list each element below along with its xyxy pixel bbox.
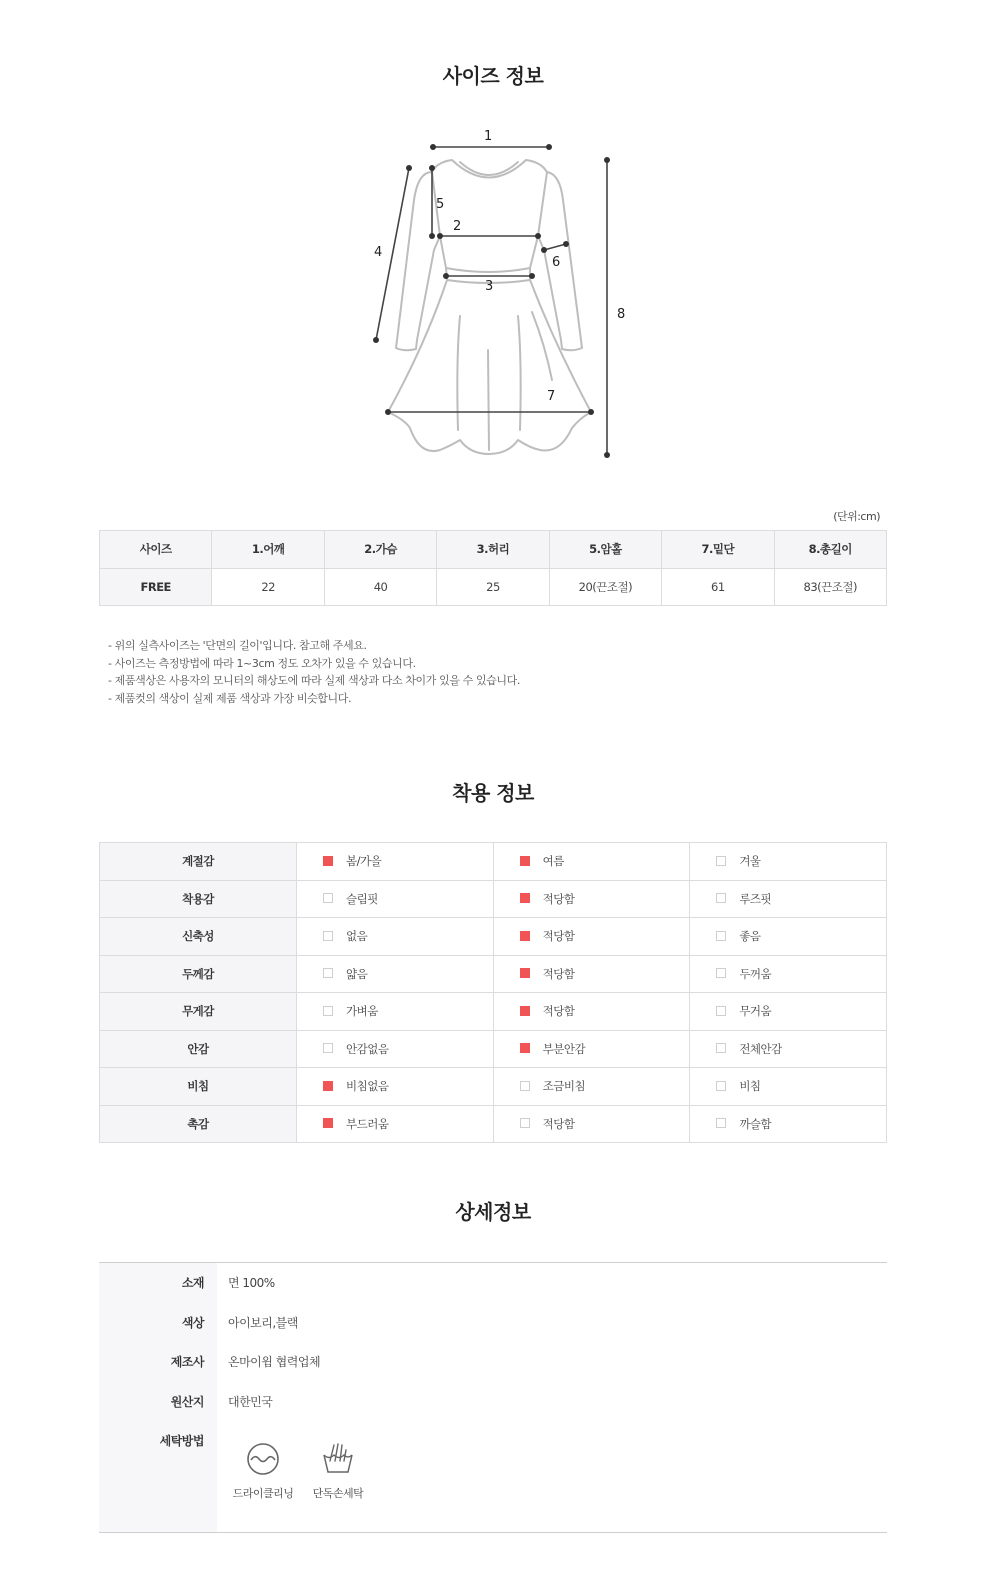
fit-option-label: 적당함: [542, 1116, 575, 1131]
size-header-cell: 7.밑단: [662, 531, 774, 569]
fit-row: [100, 1030, 887, 1068]
fit-option-label: 슬림핏: [346, 891, 378, 906]
fit-option-label: 없음: [346, 929, 368, 944]
fit-row-label: 비침: [100, 1068, 297, 1106]
fit-option-label: 비침: [739, 1079, 761, 1094]
diagram-label-3: 3: [485, 279, 494, 294]
fit-option: [690, 880, 887, 918]
unchecked-box-icon: [520, 1081, 530, 1091]
checked-box-icon: [323, 1081, 333, 1091]
diagram-label-7: 7: [547, 389, 556, 404]
unchecked-box-icon: [716, 1043, 726, 1053]
fit-option-label: 무거움: [739, 1004, 772, 1019]
fit-option: [690, 1105, 887, 1143]
size-info-title: 사이즈 정보: [442, 64, 544, 88]
fit-option-label: 가벼움: [346, 1004, 378, 1019]
diagram-label-4: 4: [374, 245, 383, 260]
checked-box-icon: [520, 968, 530, 978]
fit-row: [100, 993, 887, 1031]
size-cell: 22: [212, 568, 324, 606]
fit-row: [100, 955, 887, 993]
size-cell: 20(끈조절): [549, 568, 661, 606]
size-table: [99, 530, 887, 606]
unchecked-box-icon: [323, 931, 333, 941]
fit-option-label: 봄/가을: [346, 854, 382, 869]
diagram-label-6: 6: [552, 255, 561, 270]
size-note: - 제품색상은 사용자의 모니터의 해상도에 따라 실제 색상과 다소 차이가 있을 수 있습니다.: [108, 674, 520, 687]
detail-label: 색상: [181, 1316, 204, 1330]
fit-row-label: 착용감: [100, 880, 297, 918]
fit-option-label: 부드러움: [346, 1116, 389, 1131]
fit-option: [297, 1105, 494, 1143]
fit-row-label: 계절감: [100, 843, 297, 881]
fit-row-label: 안감: [100, 1030, 297, 1068]
detail-value: 대한민국: [228, 1395, 273, 1409]
fit-option-label: 조금비침: [542, 1079, 586, 1094]
fit-option-label: 적당함: [542, 1004, 575, 1019]
size-header-cell: 사이즈: [100, 531, 212, 569]
fit-row: [100, 1068, 887, 1106]
fit-option-label: 여름: [542, 854, 564, 869]
fit-row: [100, 918, 887, 956]
unchecked-box-icon: [716, 1118, 726, 1128]
detail-info-title: 상세정보: [455, 1200, 531, 1224]
fit-row-label: 무게감: [100, 993, 297, 1031]
fit-option: [493, 843, 690, 881]
size-header-cell: 1.어깨: [212, 531, 324, 569]
fit-option: [297, 993, 494, 1031]
fit-option-label: 까슬함: [739, 1116, 772, 1131]
fit-option-label: 비침없음: [346, 1079, 389, 1094]
checked-box-icon: [323, 856, 333, 866]
unchecked-box-icon: [716, 1081, 726, 1091]
size-cell: 83(끈조절): [774, 568, 886, 606]
fit-option: [297, 880, 494, 918]
checked-box-icon: [520, 931, 530, 941]
size-notes: [108, 637, 520, 707]
fit-row: [100, 1105, 887, 1143]
fit-option: [297, 918, 494, 956]
hand-wash-icon: [320, 1441, 356, 1477]
unchecked-box-icon: [323, 1006, 333, 1016]
size-cell: 61: [662, 568, 774, 606]
fit-option-label: 적당함: [542, 891, 575, 906]
detail-label: 소재: [181, 1276, 204, 1290]
size-cell: 25: [437, 568, 549, 606]
size-table-header: [100, 531, 887, 569]
unchecked-box-icon: [716, 1006, 726, 1016]
fit-option: [297, 1068, 494, 1106]
size-table-row: [100, 568, 887, 606]
checked-box-icon: [520, 1006, 530, 1016]
unchecked-box-icon: [716, 856, 726, 866]
fit-option-label: 두꺼움: [739, 966, 772, 981]
checked-box-icon: [323, 1118, 333, 1128]
dress-measurement-diagram: [360, 120, 640, 470]
fit-option: [690, 1030, 887, 1068]
size-note: - 위의 실측사이즈는 '단면의 길이'입니다. 참고해 주세요.: [108, 639, 367, 652]
wash-item-dry-cleaning: [223, 1441, 303, 1501]
size-cell: FREE: [100, 568, 212, 606]
diagram-label-2: 2: [453, 219, 462, 234]
fit-option-label: 적당함: [542, 929, 575, 944]
checked-box-icon: [520, 1043, 530, 1053]
fit-row-label: 신축성: [100, 918, 297, 956]
unchecked-box-icon: [716, 931, 726, 941]
diagram-label-5: 5: [436, 197, 445, 212]
fit-row-label: 촉감: [100, 1105, 297, 1143]
fit-option-label: 겨울: [739, 854, 761, 869]
wash-label: 드라이클리닝: [232, 1487, 294, 1500]
size-note: - 제품컷의 색상이 실제 제품 색상과 가장 비슷합니다.: [108, 691, 352, 705]
detail-value: 아이보리,블랙: [228, 1316, 298, 1330]
fit-option: [297, 843, 494, 881]
fit-option-label: 안감없음: [346, 1041, 389, 1056]
fit-option: [493, 880, 690, 918]
unchecked-box-icon: [323, 893, 333, 903]
fit-info-title: 착용 정보: [452, 781, 534, 805]
fit-option: [690, 993, 887, 1031]
size-header-cell: 2.가슴: [324, 531, 436, 569]
detail-label: 원산지: [170, 1395, 204, 1409]
fit-option-label: 좋음: [739, 929, 761, 944]
fit-option: [493, 1030, 690, 1068]
fit-row: [100, 880, 887, 918]
fit-option: [493, 918, 690, 956]
fit-option: [493, 955, 690, 993]
detail-value: 온마이윔 협력업체: [228, 1355, 321, 1369]
fit-option: [493, 1068, 690, 1106]
fit-option: [297, 1030, 494, 1068]
fit-option-label: 적당함: [542, 966, 575, 981]
fit-option: [690, 843, 887, 881]
size-header-cell: 8.총길이: [774, 531, 886, 569]
checked-box-icon: [520, 856, 530, 866]
fit-option: [690, 955, 887, 993]
fit-row-label: 두께감: [100, 955, 297, 993]
dry-cleaning-icon: [245, 1441, 281, 1477]
unchecked-box-icon: [323, 968, 333, 978]
fit-option-label: 전체안감: [739, 1041, 782, 1056]
diagram-label-1: 1: [484, 129, 493, 144]
unit-label: (단위:cm): [833, 510, 880, 523]
fit-option: [690, 918, 887, 956]
size-header-cell: 5.암홀: [549, 531, 661, 569]
fit-option: [297, 955, 494, 993]
detail-table: [99, 1262, 887, 1533]
diagram-label-8: 8: [617, 307, 626, 322]
size-cell: 40: [324, 568, 436, 606]
unchecked-box-icon: [716, 893, 726, 903]
unchecked-box-icon: [520, 1118, 530, 1128]
size-note: - 사이즈는 측정방법에 따라 1~3cm 정도 오차가 있을 수 있습니다.: [108, 656, 416, 670]
wash-item-hand-wash: [298, 1441, 378, 1501]
detail-label: 제조사: [170, 1355, 204, 1369]
fit-option-label: 얇음: [346, 966, 368, 981]
wash-label: 단독손세탁: [312, 1487, 364, 1500]
fit-option: [493, 1105, 690, 1143]
detail-label: 세탁방법: [159, 1434, 204, 1448]
unchecked-box-icon: [716, 968, 726, 978]
unchecked-box-icon: [323, 1043, 333, 1053]
fit-option-label: 루즈핏: [739, 891, 772, 906]
fit-option: [493, 993, 690, 1031]
checked-box-icon: [520, 893, 530, 903]
fit-row: [100, 843, 887, 881]
size-header-cell: 3.허리: [437, 531, 549, 569]
fit-option-label: 부분안감: [542, 1041, 586, 1056]
fit-table: [99, 842, 887, 1143]
fit-option: [690, 1068, 887, 1106]
detail-value: 면 100%: [228, 1276, 275, 1290]
